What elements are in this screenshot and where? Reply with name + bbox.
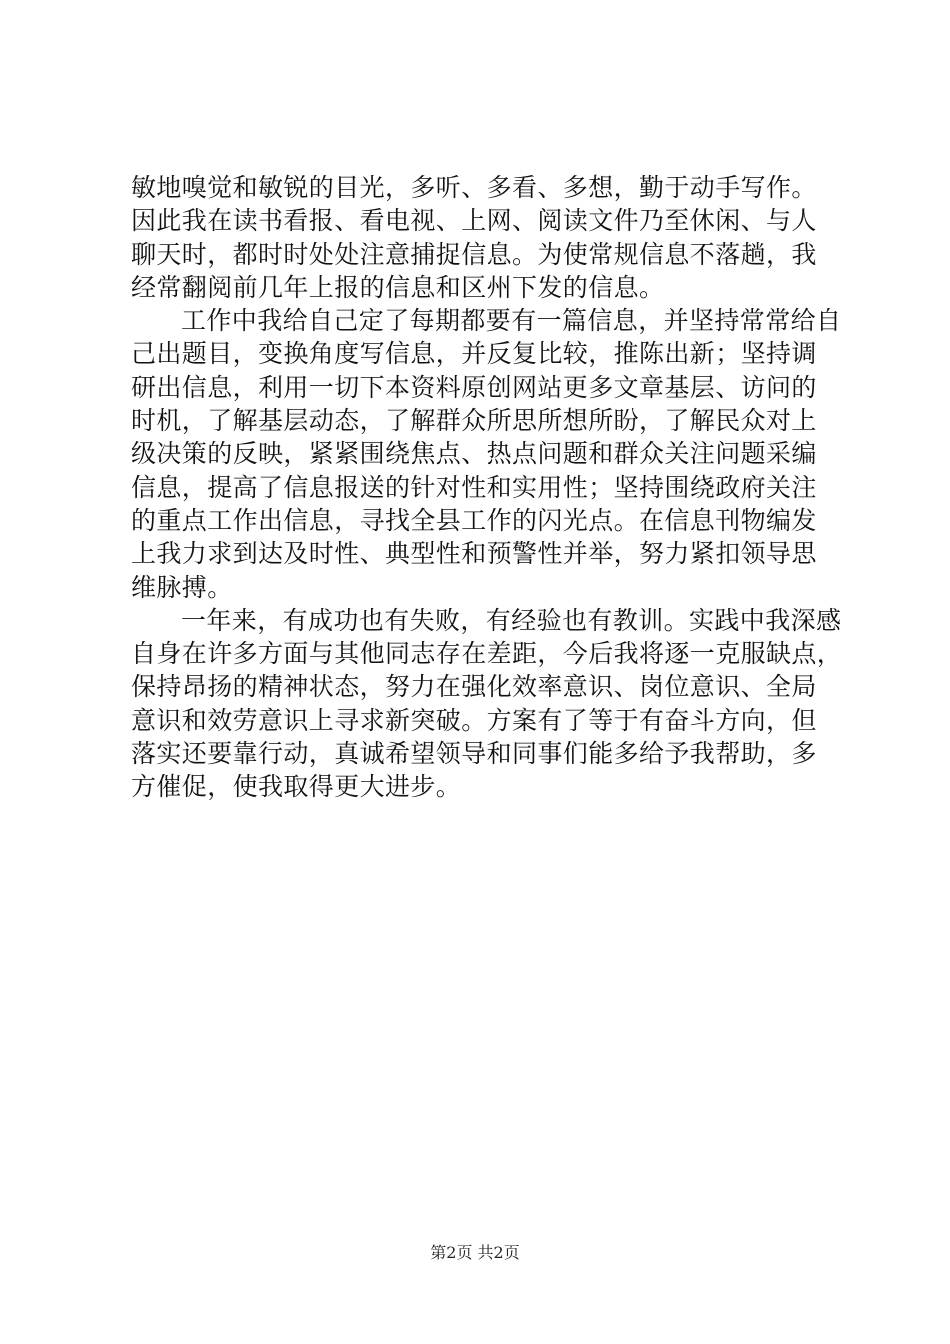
paragraph-first-line: 一年来，有成功也有失败，有经验也有教训。实践中我深感	[181, 605, 842, 635]
text-line: 因此我在读书看报、看电视、上网、阅读文件乃至休闲、与人	[131, 206, 817, 236]
text-line: 的重点工作出信息，寻找全县工作的闪光点。在信息刊物编发	[131, 505, 817, 535]
page-number-footer: 第2页 共2页	[430, 1243, 520, 1262]
text-line: 级决策的反映，紧紧围绕焦点、热点问题和群众关注问题采编	[131, 439, 817, 469]
text-line: 时机，了解基层动态，了解群众所思所想所盼，了解民众对上	[131, 406, 817, 436]
text-line: 维脉搏。	[131, 572, 233, 602]
text-line: 上我力求到达及时性、典型性和预警性并举，努力紧扣领导思	[131, 539, 817, 569]
text-line: 经常翻阅前几年上报的信息和区州下发的信息。	[131, 272, 665, 302]
document-body	[131, 171, 843, 804]
text-line: 方催促，使我取得更大进步。	[131, 772, 462, 802]
text-line: 自身在许多方面与其他同志存在差距，今后我将逐一克服缺点，	[131, 639, 843, 669]
text-line: 意识和效劳意识上寻求新突破。方案有了等于有奋斗方向，但	[131, 705, 817, 735]
text-line: 聊天时，都时时处处注意捕捉信息。为使常规信息不落趟，我	[131, 239, 817, 269]
text-line: 信息，提高了信息报送的针对性和实用性；坚持围绕政府关注	[131, 472, 817, 502]
text-line: 己出题目，变换角度写信息，并反复比较，推陈出新；坚持调	[131, 339, 817, 369]
text-line: 落实还要靠行动，真诚希望领导和同事们能多给予我帮助，多	[131, 739, 817, 769]
text-line: 保持昂扬的精神状态，努力在强化效率意识、岗位意识、全局	[131, 672, 817, 702]
paragraph-first-line: 工作中我给自己定了每期都要有一篇信息，并坚持常常给自	[181, 306, 842, 336]
text-line: 研出信息，利用一切下本资料原创网站更多文章基层、访问的	[131, 372, 817, 402]
text-line: 敏地嗅觉和敏锐的目光，多听、多看、多想，勤于动手写作。	[131, 173, 817, 202]
